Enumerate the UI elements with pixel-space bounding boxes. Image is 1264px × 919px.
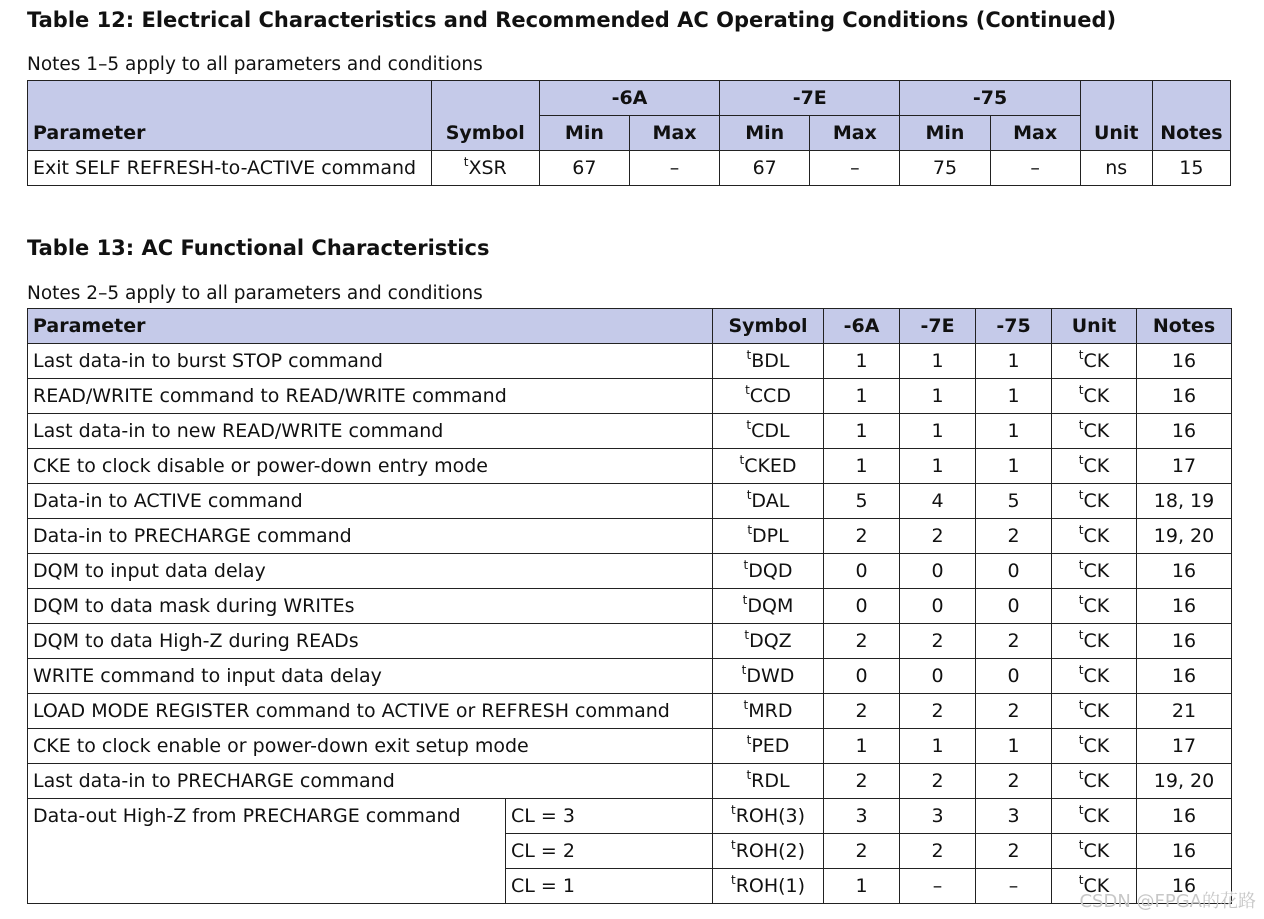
cell-symbol: $^t$DQZ [713, 624, 824, 659]
header-symbol: Symbol [713, 309, 824, 344]
cell-symbol: $^t$MRD [713, 694, 824, 729]
cell-notes: 16 [1137, 414, 1232, 449]
cell-symbol: $^t$CDL [713, 414, 824, 449]
cell-parameter: DQM to data High-Z during READs [28, 624, 713, 659]
table-row [28, 624, 1232, 659]
cell-6a: 1 [824, 379, 900, 414]
table-row [28, 764, 1232, 799]
cell-75: 1 [976, 379, 1052, 414]
cell-notes: 16 [1137, 799, 1232, 834]
header-speed-6a: -6A [824, 309, 900, 344]
cell-parameter: DQM to input data delay [28, 554, 713, 589]
cell-unit: $^t$CK [1052, 554, 1137, 589]
table-row [28, 589, 1232, 624]
cell-6a-max: – [629, 151, 719, 186]
cell-6a: 1 [824, 869, 900, 904]
table12-title: Table 12: Electrical Characteristics and Recommended AC Operating Conditions (Continued) [27, 8, 1117, 32]
cell-75: 2 [976, 624, 1052, 659]
cell-notes: 16 [1137, 589, 1232, 624]
table12 [27, 80, 1231, 186]
table13-note: Notes 2–5 apply to all parameters and conditions [27, 283, 483, 304]
header-max: Max [810, 116, 900, 151]
table13-title: Table 13: AC Functional Characteristics [27, 236, 490, 260]
cell-unit: $^t$CK [1052, 379, 1137, 414]
cell-cas-latency: CL = 2 [506, 834, 713, 869]
cell-6a: 2 [824, 834, 900, 869]
cell-7e: 2 [900, 764, 976, 799]
cell-75: 0 [976, 589, 1052, 624]
cell-unit: $^t$CK [1052, 764, 1137, 799]
cell-unit: $^t$CK [1052, 344, 1137, 379]
cell-7e: 2 [900, 624, 976, 659]
cell-unit: $^t$CK [1052, 624, 1137, 659]
cell-75: 1 [976, 344, 1052, 379]
cell-75: 3 [976, 799, 1052, 834]
cell-parameter: READ/WRITE command to READ/WRITE command [28, 379, 713, 414]
cell-symbol: $^t$RDL [713, 764, 824, 799]
cell-7e: – [900, 869, 976, 904]
header-speed-75: -75 [900, 81, 1080, 116]
cell-parameter: WRITE command to input data delay [28, 659, 713, 694]
cell-unit: $^t$CK [1052, 414, 1137, 449]
cell-symbol: $^t$DQD [713, 554, 824, 589]
table-row [28, 694, 1232, 729]
header-min: Min [900, 116, 990, 151]
cell-7e: 2 [900, 834, 976, 869]
cell-6a: 0 [824, 659, 900, 694]
cell-symbol: $^t$DAL [713, 484, 824, 519]
table-row [28, 729, 1232, 764]
table-row [28, 799, 1232, 834]
cell-unit: $^t$CK [1052, 659, 1137, 694]
cell-notes: 15 [1152, 151, 1230, 186]
table13 [27, 308, 1232, 904]
cell-symbol: $^t$CCD [713, 379, 824, 414]
cell-parameter: DQM to data mask during WRITEs [28, 589, 713, 624]
cell-75: 1 [976, 414, 1052, 449]
cell-notes: 16 [1137, 834, 1232, 869]
cell-7e: 1 [900, 729, 976, 764]
cell-parameter: Last data-in to burst STOP command [28, 344, 713, 379]
header-speed-6a: -6A [539, 81, 719, 116]
header-min: Min [720, 116, 810, 151]
cell-parameter: Data-out High-Z from PRECHARGE command [28, 799, 506, 904]
cell-7e: 3 [900, 799, 976, 834]
cell-75-max: – [990, 151, 1080, 186]
cell-6a: 0 [824, 589, 900, 624]
cell-7e-max: – [810, 151, 900, 186]
header-notes: Notes [1137, 309, 1232, 344]
cell-cas-latency: CL = 3 [506, 799, 713, 834]
table-row [28, 151, 1231, 186]
cell-notes: 19, 20 [1137, 519, 1232, 554]
cell-cas-latency: CL = 1 [506, 869, 713, 904]
cell-symbol: $^t$XSR [431, 151, 539, 186]
header-speed-7e: -7E [720, 81, 900, 116]
cell-7e: 0 [900, 554, 976, 589]
table-row [28, 484, 1232, 519]
table-row [28, 659, 1232, 694]
cell-75: 2 [976, 834, 1052, 869]
cell-6a: 1 [824, 729, 900, 764]
cell-symbol: $^t$PED [713, 729, 824, 764]
cell-symbol: $^t$DQM [713, 589, 824, 624]
cell-6a-min: 67 [539, 151, 629, 186]
cell-75: 0 [976, 659, 1052, 694]
table-row [28, 344, 1232, 379]
cell-unit: $^t$CK [1052, 519, 1137, 554]
cell-notes: 16 [1137, 344, 1232, 379]
cell-parameter: Last data-in to PRECHARGE command [28, 764, 713, 799]
cell-7e: 2 [900, 694, 976, 729]
cell-75: 2 [976, 764, 1052, 799]
cell-unit: $^t$CK [1052, 729, 1137, 764]
cell-parameter: Data-in to ACTIVE command [28, 484, 713, 519]
cell-parameter: Data-in to PRECHARGE command [28, 519, 713, 554]
cell-7e: 4 [900, 484, 976, 519]
cell-unit: $^t$CK [1052, 799, 1137, 834]
header-unit: Unit [1080, 81, 1152, 151]
cell-6a: 5 [824, 484, 900, 519]
cell-6a: 3 [824, 799, 900, 834]
cell-unit: $^t$CK [1052, 449, 1137, 484]
cell-75: 5 [976, 484, 1052, 519]
header-parameter: Parameter [28, 81, 432, 151]
cell-notes: 17 [1137, 449, 1232, 484]
cell-symbol: $^t$CKED [713, 449, 824, 484]
header-notes: Notes [1152, 81, 1230, 151]
cell-symbol: $^t$DWD [713, 659, 824, 694]
header-max: Max [629, 116, 719, 151]
header-parameter: Parameter [28, 309, 713, 344]
cell-notes: 16 [1137, 379, 1232, 414]
cell-7e: 1 [900, 449, 976, 484]
header-speed-75: -75 [976, 309, 1052, 344]
cell-symbol: $^t$DPL [713, 519, 824, 554]
cell-75: – [976, 869, 1052, 904]
cell-6a: 2 [824, 624, 900, 659]
cell-unit: $^t$CK [1052, 484, 1137, 519]
cell-notes: 16 [1137, 624, 1232, 659]
cell-75: 2 [976, 694, 1052, 729]
header-max: Max [990, 116, 1080, 151]
cell-notes: 17 [1137, 729, 1232, 764]
cell-7e: 1 [900, 344, 976, 379]
cell-notes: 21 [1137, 694, 1232, 729]
cell-75: 0 [976, 554, 1052, 589]
cell-unit: ns [1080, 151, 1152, 186]
cell-7e: 0 [900, 589, 976, 624]
watermark: CSDN @FPGA的花路 [1079, 891, 1256, 912]
cell-75-min: 75 [900, 151, 990, 186]
cell-6a: 2 [824, 519, 900, 554]
table-row [28, 379, 1232, 414]
cell-6a: 1 [824, 344, 900, 379]
cell-unit: $^t$CK [1052, 589, 1137, 624]
table-row [28, 519, 1232, 554]
cell-7e: 1 [900, 379, 976, 414]
cell-6a: 1 [824, 449, 900, 484]
cell-notes: 16 [1137, 869, 1232, 904]
header-symbol: Symbol [431, 81, 539, 151]
cell-6a: 2 [824, 694, 900, 729]
table-row [28, 414, 1232, 449]
cell-7e-min: 67 [720, 151, 810, 186]
cell-symbol: $^t$ROH(3) [713, 799, 824, 834]
cell-6a: 0 [824, 554, 900, 589]
cell-7e: 0 [900, 659, 976, 694]
cell-notes: 19, 20 [1137, 764, 1232, 799]
cell-6a: 2 [824, 764, 900, 799]
header-unit: Unit [1052, 309, 1137, 344]
cell-parameter: CKE to clock disable or power-down entry mode [28, 449, 713, 484]
cell-7e: 2 [900, 519, 976, 554]
header-min: Min [539, 116, 629, 151]
cell-notes: 18, 19 [1137, 484, 1232, 519]
cell-notes: 16 [1137, 659, 1232, 694]
header-speed-7e: -7E [900, 309, 976, 344]
table-row [28, 554, 1232, 589]
cell-7e: 1 [900, 414, 976, 449]
cell-symbol: $^t$BDL [713, 344, 824, 379]
cell-unit: $^t$CK [1052, 834, 1137, 869]
table12-note: Notes 1–5 apply to all parameters and conditions [27, 54, 483, 75]
cell-unit: $^t$CK [1052, 694, 1137, 729]
cell-symbol: $^t$ROH(1) [713, 869, 824, 904]
cell-parameter: LOAD MODE REGISTER command to ACTIVE or REFRESH command [28, 694, 713, 729]
cell-75: 1 [976, 449, 1052, 484]
cell-75: 2 [976, 519, 1052, 554]
table-row [28, 449, 1232, 484]
cell-parameter: CKE to clock enable or power-down exit setup mode [28, 729, 713, 764]
cell-unit: $^t$CK [1052, 869, 1137, 904]
cell-notes: 16 [1137, 554, 1232, 589]
cell-75: 1 [976, 729, 1052, 764]
cell-symbol: $^t$ROH(2) [713, 834, 824, 869]
cell-6a: 1 [824, 414, 900, 449]
cell-parameter: Exit SELF REFRESH-to-ACTIVE command [28, 151, 432, 186]
cell-parameter: Last data-in to new READ/WRITE command [28, 414, 713, 449]
